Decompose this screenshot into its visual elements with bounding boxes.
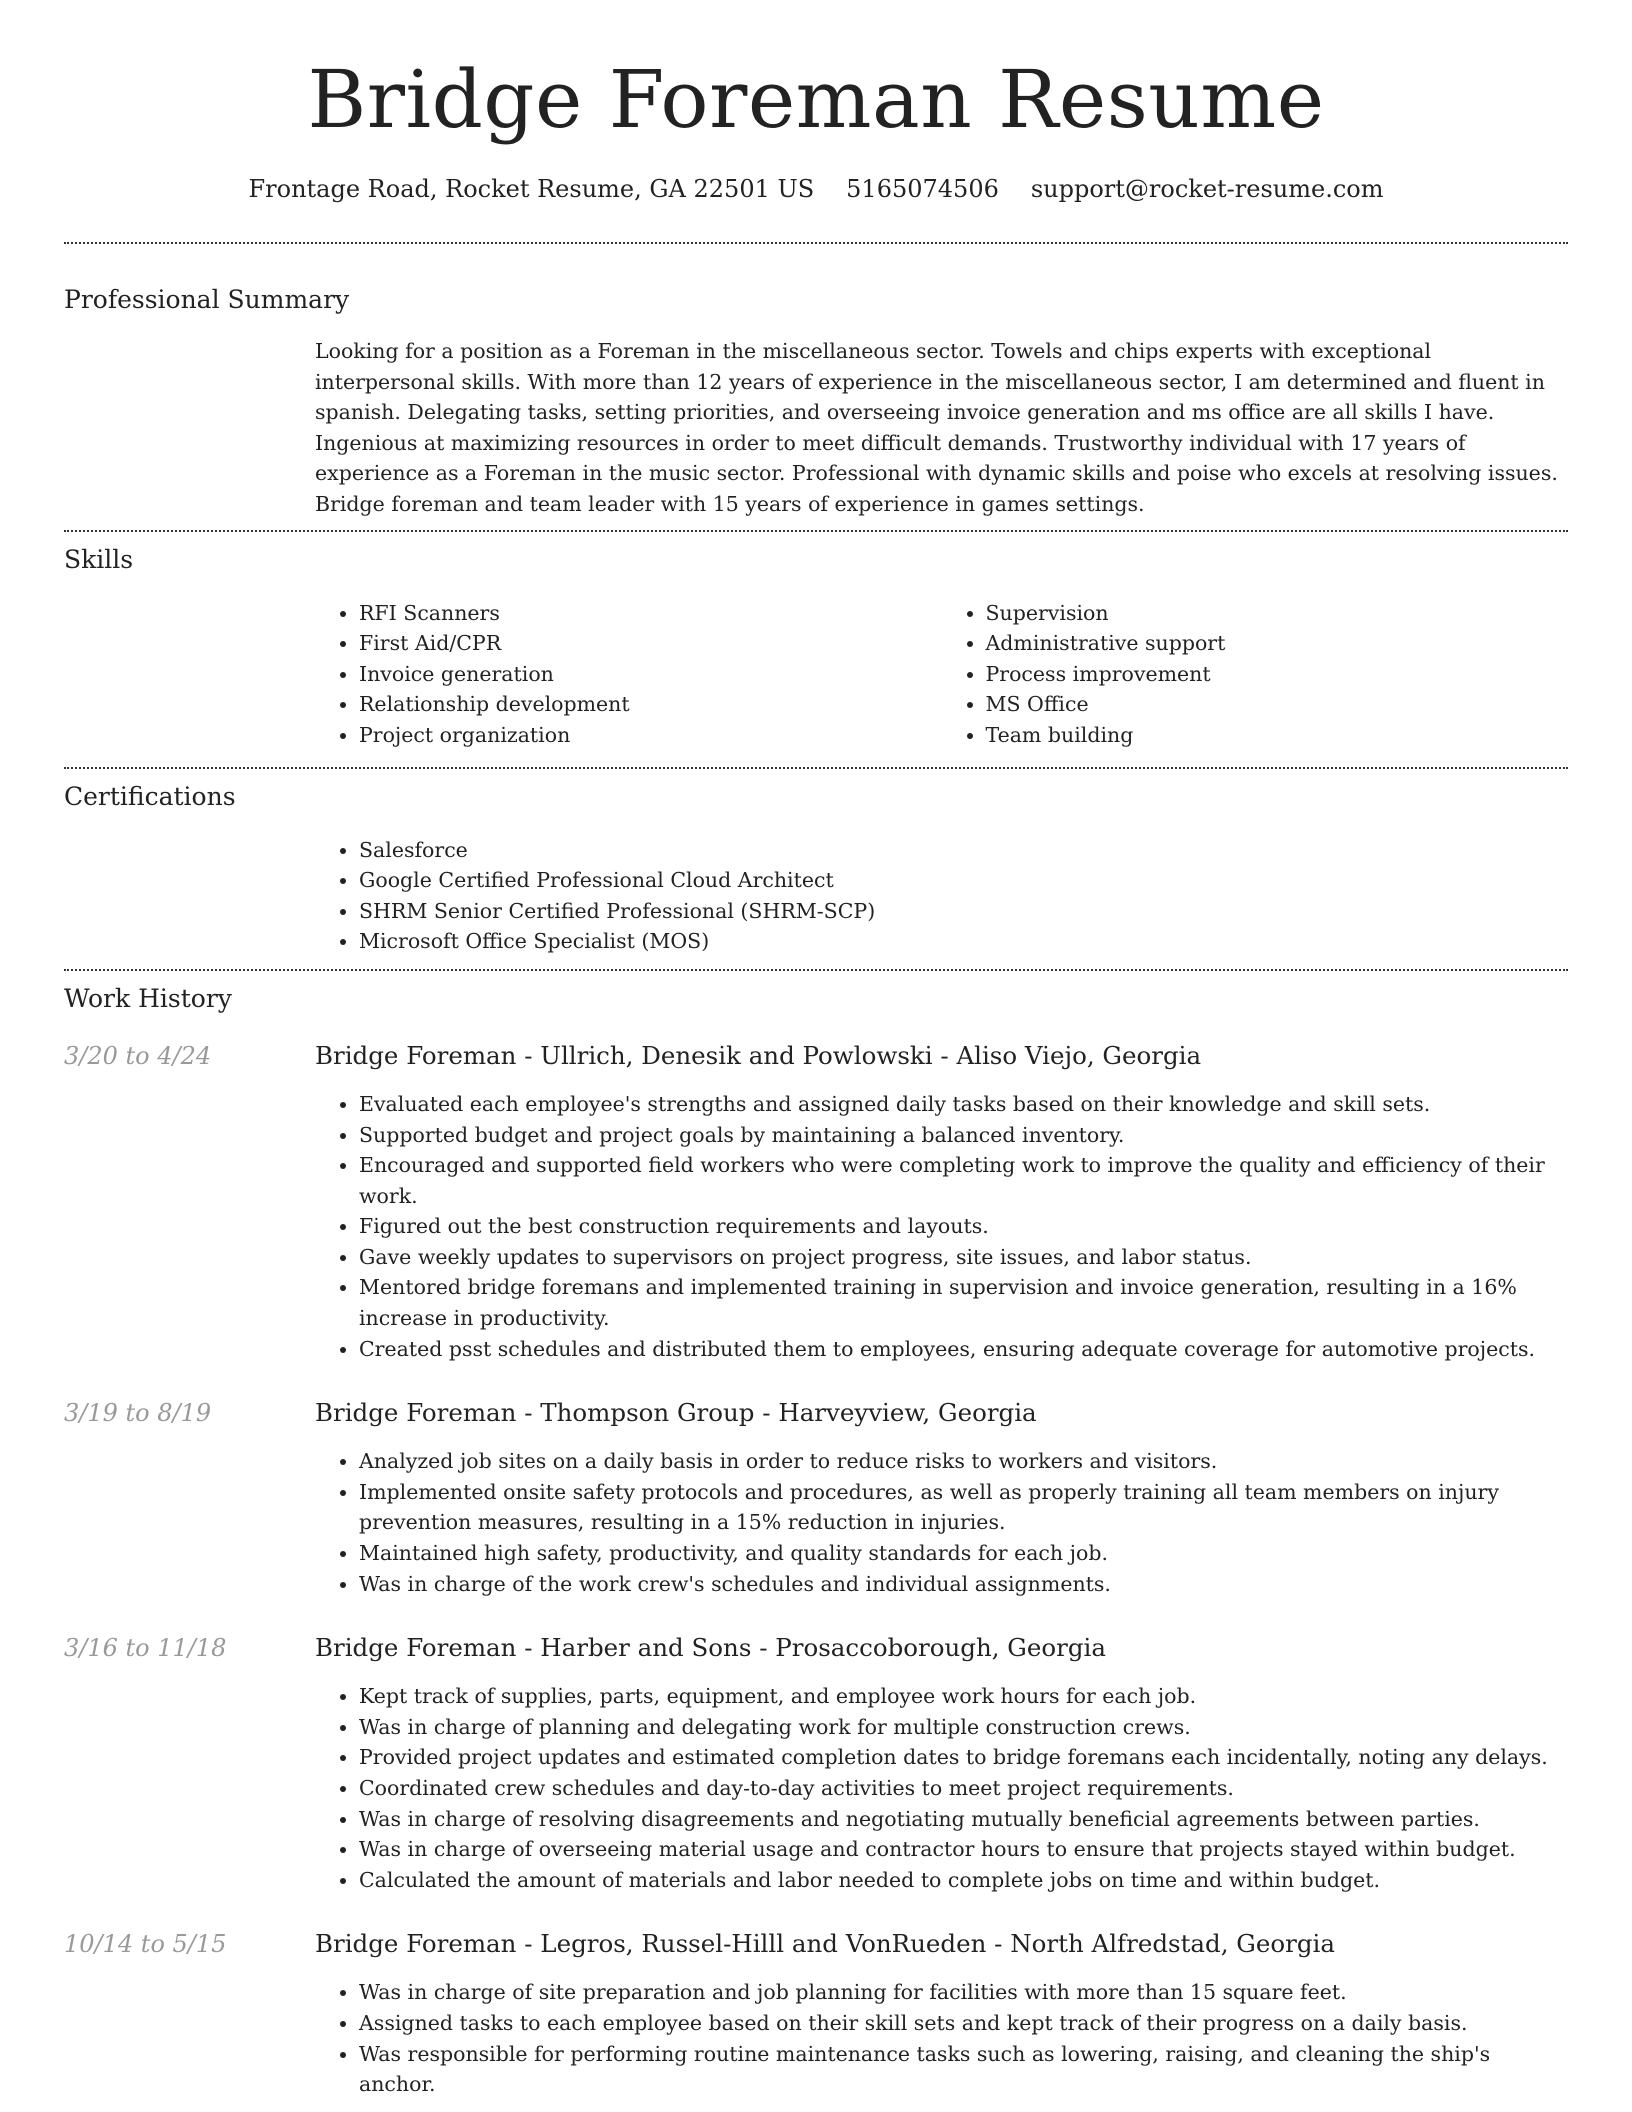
section-divider [64,969,1568,971]
job-bullets [315,1446,1568,1599]
job-bullets [315,1977,1568,2099]
skill-item: • Process improvement [986,659,1569,690]
skill-item: • Project organization [359,720,942,751]
section-divider [64,767,1568,769]
job-entry [64,1929,1568,1959]
job-bullet: • Coordinated crew schedules and day-to-day activities to meet project requirements. [359,1773,1568,1804]
work-history-heading: Work History [64,983,232,1013]
job-bullet: • Evaluated each employee's strengths and assigned daily tasks based on their knowledge and skill sets. [359,1089,1568,1120]
summary-heading: Professional Summary [64,285,350,314]
job-title: Bridge Foreman - Ullrich, Denesik and Powlowski - Aliso Viejo, Georgia [315,1040,1202,1070]
job-bullet: • Was in charge of resolving disagreements and negotiating mutually beneficial agreements between parties. [359,1804,1568,1835]
certification-item: • SHRM Senior Certified Professional (SHRM-SCP) [359,896,1568,927]
job-bullet: • Created psst schedules and distributed them to employees, ensuring adequate coverage for automotive projects. [359,1334,1568,1365]
job-bullet: • Figured out the best construction requirements and layouts. [359,1211,1568,1242]
job-title: Bridge Foreman - Harber and Sons - Prosaccoborough, Georgia [315,1633,1106,1663]
skill-item: • MS Office [986,689,1569,720]
job-bullet: • Mentored bridge foremans and implemented training in supervision and invoice generation, resulting in a 16% increase in productivity. [359,1272,1568,1333]
skill-item: • RFI Scanners [359,598,942,629]
certification-item: • Google Certified Professional Cloud Architect [359,865,1568,896]
job-entry [64,1633,1568,1663]
resume-title: Bridge Foreman Resume [307,53,1325,146]
job-bullet: • Assigned tasks to each employee based on their skill sets and kept track of their progress on a daily basis. [359,2008,1568,2039]
job-dates: 3/19 to 8/19 [64,1399,212,1428]
contact-address: Frontage Road, Rocket Resume, GA 22501 US [248,175,815,203]
summary-text: Looking for a position as a Foreman in the miscellaneous sector. Towels and chips experts with exceptional interpersonal skills. With more than 12 years of experience in the miscellaneous sector, I am determined and fluent in spanish. Delegating tasks, setting priorities, and overseeing invoice generation and ms office are all skills I have. Ingenious at maximizing resources in order to meet difficult demands. Trustworthy individual with 17 years of experience as a Foreman in the music sector. Professional with dynamic skills and poise who excels at resolving issues. Bridge foreman and team leader with 15 years of experience in games settings. [315,339,1558,516]
job-bullet: • Was in charge of site preparation and job planning for facilities with more than 15 square feet. [359,1977,1568,2008]
skill-item: • First Aid/CPR [359,628,942,659]
job-bullets [315,1089,1568,1364]
section-divider [64,242,1568,244]
skills-list-left [315,598,942,751]
job-bullet: • Was responsible for performing routine maintenance tasks such as lowering, raising, and cleaning the ship's anchor. [359,2039,1568,2100]
contact-phone: 5165074506 [846,175,999,203]
job-details [315,1089,1568,1364]
job-bullet: • Gave weekly updates to supervisors on project progress, site issues, and labor status. [359,1242,1568,1273]
job-title: Bridge Foreman - Legros, Russel-Hilll and VonRueden - North Alfredstad, Georgia [315,1929,1335,1959]
job-title: Bridge Foreman - Thompson Group - Harveyview, Georgia [315,1398,1037,1428]
contact-email: support@rocket-resume.com [1030,175,1384,203]
certification-item: • Microsoft Office Specialist (MOS) [359,926,1568,957]
skill-item: • Invoice generation [359,659,942,690]
job-entry [64,1041,1568,1071]
job-details [315,1446,1568,1599]
job-bullet: • Was in charge of the work crew's schedules and individual assignments. [359,1569,1568,1600]
certifications-list [315,835,1568,957]
skills-heading: Skills [64,544,134,574]
skill-item: • Supervision [986,598,1569,629]
job-dates: 3/16 to 11/18 [64,1634,227,1663]
job-bullet: • Was in charge of overseeing material usage and contractor hours to ensure that projects stayed within budget. [359,1834,1568,1865]
job-entry [64,1398,1568,1428]
job-bullet: • Calculated the amount of materials and labor needed to complete jobs on time and within budget. [359,1865,1568,1896]
job-bullet: • Implemented onsite safety protocols and procedures, as well as properly training all team members on injury prevention measures, resulting in a 15% reduction in injuries. [359,1477,1568,1538]
job-bullet: • Analyzed job sites on a daily basis in order to reduce risks to workers and visitors. [359,1446,1568,1477]
job-bullet: • Encouraged and supported field workers who were completing work to improve the quality and efficiency of their work. [359,1150,1568,1211]
skills-list-right [942,598,1569,751]
job-details [315,1977,1568,2099]
certifications-heading: Certifications [64,781,236,811]
job-details [315,1681,1568,1895]
job-bullet: • Maintained high safety, productivity, and quality standards for each job. [359,1538,1568,1569]
job-bullet: • Provided project updates and estimated completion dates to bridge foremans each incidentally, noting any delays. [359,1742,1568,1773]
skill-item: • Team building [986,720,1569,751]
job-bullets [315,1681,1568,1895]
job-dates: 3/20 to 4/24 [64,1041,212,1070]
job-dates: 10/14 to 5/15 [64,1930,227,1959]
job-bullet: • Kept track of supplies, parts, equipment, and employee work hours for each job. [359,1681,1568,1712]
skill-item: • Administrative support [986,628,1569,659]
job-bullet: • Supported budget and project goals by maintaining a balanced inventory. [359,1120,1568,1151]
job-bullet: • Was in charge of planning and delegating work for multiple construction crews. [359,1712,1568,1743]
skills-columns [315,598,1568,751]
skill-item: • Relationship development [359,689,942,720]
section-divider [64,530,1568,532]
contact-line [64,174,1568,204]
certifications-block [315,835,1568,957]
certification-item: • Salesforce [359,835,1568,866]
